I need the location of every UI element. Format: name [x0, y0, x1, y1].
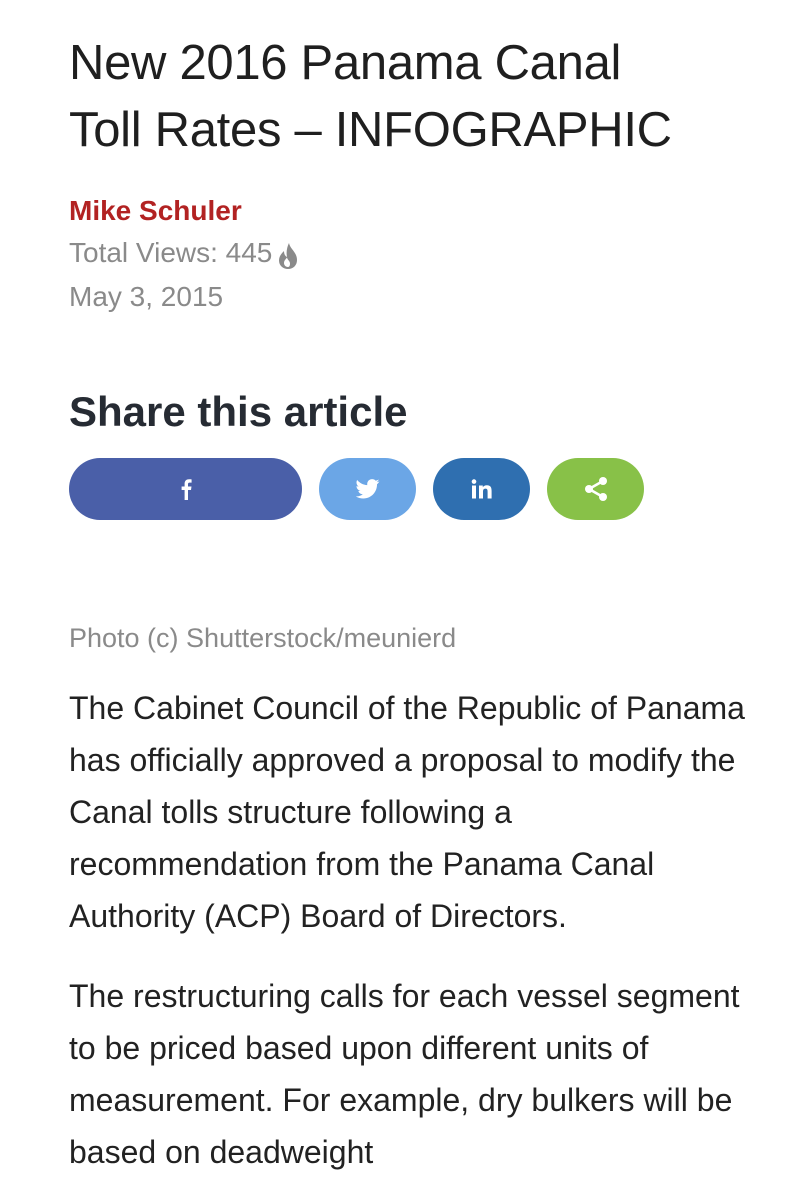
article-paragraph: The Cabinet Council of the Republic of Panama has officially approved a proposal to modify the Canal tolls structure following a recommendation from the Panama Canal Authority (ACP) Board of Directors.	[69, 690, 745, 934]
share-buttons	[69, 458, 769, 520]
photo-credit: Photo (c) Shutterstock/meunierd	[69, 623, 457, 653]
linkedin-share-button[interactable]	[433, 458, 530, 520]
share-heading: Share this article	[69, 388, 408, 435]
share-icon	[583, 476, 609, 502]
author-link[interactable]: Mike Schuler	[69, 195, 242, 226]
article-title	[69, 30, 769, 164]
title-line-2: Toll Rates – INFOGRAPHIC	[69, 103, 672, 157]
publish-date: May 3, 2015	[69, 281, 224, 312]
linkedin-icon	[471, 479, 493, 499]
twitter-icon	[356, 479, 380, 499]
article-paragraph: The restructuring calls for each vessel segment to be priced based upon different units of measurement. For example, dry bulkers will be based on deadweight	[69, 978, 740, 1170]
generic-share-button[interactable]	[547, 458, 644, 520]
facebook-share-button[interactable]	[69, 458, 302, 520]
views-count	[69, 231, 769, 275]
twitter-share-button[interactable]	[319, 458, 416, 520]
title-line-1: New 2016 Panama Canal	[69, 36, 622, 90]
facebook-icon	[180, 478, 192, 500]
flame-icon	[276, 239, 300, 267]
article	[69, 30, 769, 1178]
views-label: Total Views: 445	[69, 237, 273, 268]
